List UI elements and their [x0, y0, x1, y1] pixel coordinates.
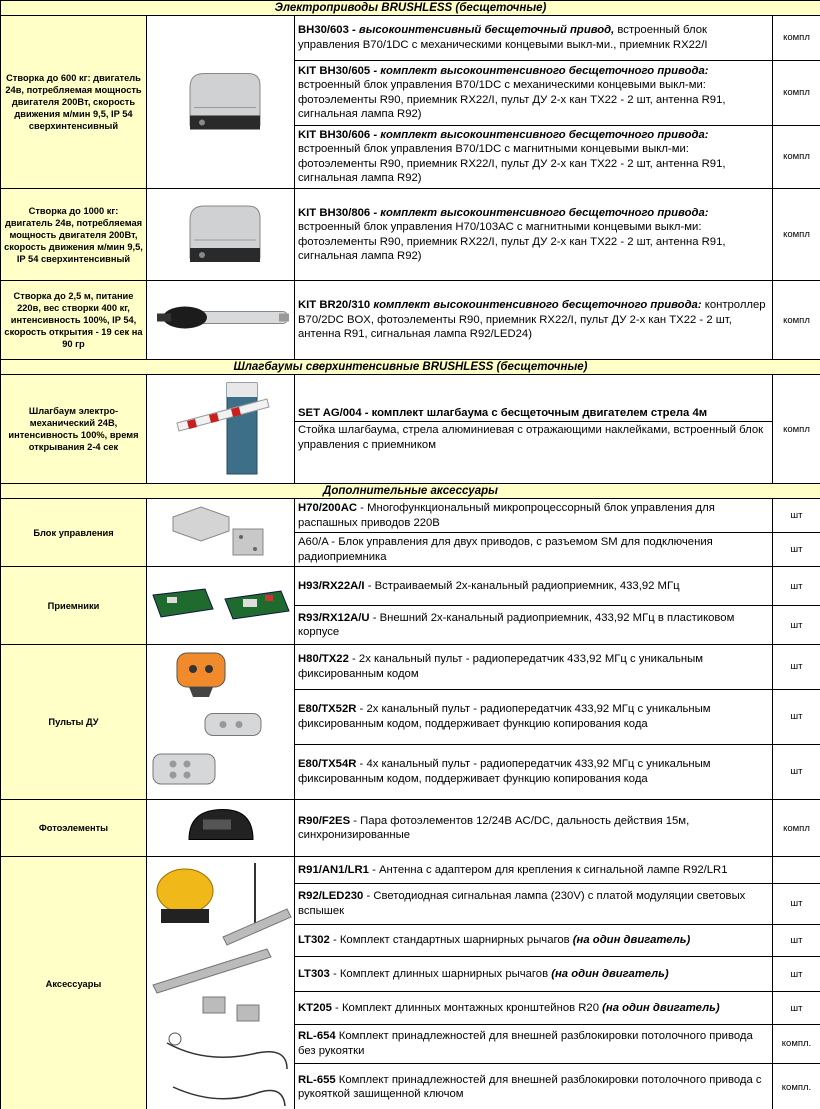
- unit-cell: [773, 857, 820, 884]
- product-code: KIT BH30/606: [298, 128, 371, 141]
- table-row: [1, 857, 820, 884]
- product-description: Стойка шлагбаума, стрела алюминиевая с отражающими наклейками, встроенный блок управления с приемником: [298, 424, 764, 451]
- product-code: LT302: [298, 934, 330, 947]
- product-description: - 2х канальный пульт - радиопередатчик 433,92 МГц с уникальным фиксированным кодом, поддерживает функцию копирования кода: [298, 703, 711, 730]
- remote-control-icon: [147, 645, 294, 799]
- product-title: - высокоинтенсивный бесщеточный привод,: [348, 24, 615, 37]
- group-label: Створка до 1000 кг: двигатель 24в, потребляемая мощность двигателя 200Вт, скорость движения м/мин 9,5, IP 54 сверхинтенсивный: [1, 189, 147, 281]
- section-header: Дополнительные аксессуары: [1, 484, 820, 499]
- product-description: Комплект принадлежностей для внешней разблокировки потолочного привода без рукоятки: [298, 1030, 753, 1057]
- unit-cell: компл: [773, 125, 820, 188]
- product-code: H70/200AC: [298, 502, 358, 514]
- product-code: LT303: [298, 968, 330, 980]
- unit-cell: компл: [773, 60, 820, 125]
- table-row: [1, 499, 820, 533]
- unit-cell: шт: [773, 645, 820, 690]
- product-code: KT205: [298, 1001, 332, 1014]
- group-label: Фотоэлементы: [1, 800, 147, 857]
- unit-cell: компл: [773, 16, 820, 61]
- group-label: Створка до 2,5 м, питание 220в, вес створки 400 кг, интенсивность 100%, IP 54, скорость открытия - 19 сек на 90 гр: [1, 281, 147, 360]
- product-code: R93/RX12A/U: [298, 611, 370, 624]
- product-note: (на один двигатель): [602, 1001, 720, 1014]
- product-description: встроенный блок управления H70/103AC с магнитными концевыми выкл-ми: фотоэлементы R90, приемник RX22/I, пульт ДУ 2-х кан TX22 - 2 шт, антенна R91, сигнальная лампа R92): [298, 221, 726, 262]
- table-row: [1, 375, 820, 484]
- table-row: [1, 567, 820, 606]
- unit-cell: компл: [773, 800, 820, 857]
- group-label: Створка до 600 кг: двигатель 24в, потребляемая мощность двигателя 200Вт, скорость движения м/мин 9,5, IP 54 сверхинтенсивный: [1, 16, 147, 189]
- product-description: - 2х канальный пульт - радиопередатчик 433,92 МГц с уникальным фиксированным кодом: [298, 653, 704, 680]
- product-description: контроллер B70/2DC BOX, фотоэлементы R90, приемник RX22/I, пульт ДУ 2-х кан TX22 - 2 шт, антенна R91, сигнальная лампа R92/LED24): [298, 299, 766, 341]
- product-code: KIT BH30/806: [298, 206, 371, 219]
- unit-cell: шт: [773, 992, 820, 1025]
- product-code: R91/AN1/LR1: [298, 863, 369, 876]
- unit-cell: шт: [773, 883, 820, 924]
- section-header: Шлагбаумы сверхинтенсивные BRUSHLESS (бесщеточные): [1, 360, 820, 375]
- product-description: - Комплект длинных монтажных кронштейнов R20: [331, 1001, 603, 1014]
- product-title: - комплект высокоинтенсивного бесщеточного привода:: [370, 64, 709, 77]
- group-label: Аксессуары: [1, 857, 147, 1109]
- product-code: SET AG/004: [298, 407, 362, 419]
- group-label: Блок управления: [1, 499, 147, 567]
- product-description: - Пара фотоэлементов 12/24В AC/DC, дальность действия 15м, синхронизированные: [298, 814, 690, 841]
- unit-cell: компл.: [773, 1024, 820, 1063]
- table-row: [1, 800, 820, 857]
- product-description: встроенный блок управления B70/1DC с магнитными концевыми выкл-ми: фотоэлементы R90, приемник RX22/I, пульт ДУ 2-х кан TX22 - 2 шт, антенна R91, сигнальная лампа R92): [298, 143, 726, 185]
- receiver-board-icon: [147, 567, 294, 644]
- product-note: (на один двигатель): [572, 934, 691, 947]
- sliding-gate-motor-icon: [147, 16, 294, 188]
- unit-cell: шт: [773, 924, 820, 957]
- control-unit-icon: [147, 499, 294, 566]
- product-note: (на один двигатель): [551, 968, 669, 980]
- unit-cell: шт: [773, 957, 820, 992]
- product-description: встроенный блок управления B70/1DC с механическими концевыми выкл-ми: фотоэлементы R90, приемник RX22/I, пульт ДУ 2-х кан TX22 - 2 шт, антенна R91, сигнальная лампа R92): [298, 79, 726, 121]
- product-description: - 4х канальный пульт - радиопередатчик 433,92 МГц с уникальным фиксированным кодом, поддерживает функцию копирования кода: [298, 758, 711, 785]
- product-description: A60/A - Блок управления для двух приводов, с разъемом SM для подключения радиоприемника: [298, 536, 713, 563]
- product-description: встроенный блок управления B70/1DC с механическими концевыми выкл-ми., приемник RX22/I: [298, 24, 708, 51]
- group-label: Шлагбаум электро-механический 24В, интенсивность 100%, время открывания 2-4 сек: [1, 375, 147, 484]
- product-code: BH30/603: [298, 24, 349, 37]
- product-description: - Комплект длинных шарнирных рычагов: [329, 968, 552, 980]
- product-code: RL-654: [298, 1030, 336, 1043]
- unit-cell: компл: [773, 189, 820, 281]
- group-label: Приемники: [1, 567, 147, 645]
- product-code: RL-655: [298, 1073, 336, 1086]
- product-code: H93/RX22A/I: [298, 579, 365, 592]
- product-description: - Встраиваемый 2х-канальный радиоприемник, 433,92 МГц: [364, 579, 680, 592]
- accessories-icon: [147, 857, 294, 1109]
- product-description: - Комплект стандартных шарнирных рычагов: [329, 934, 573, 947]
- unit-cell: шт: [773, 744, 820, 799]
- product-code: E80/TX54R: [298, 758, 357, 771]
- unit-cell: шт: [773, 567, 820, 606]
- barrier-icon: [147, 375, 294, 483]
- section-header: Электроприводы BRUSHLESS (бесщеточные): [1, 1, 820, 16]
- table-row: [1, 645, 820, 690]
- unit-cell: компл.: [773, 1063, 820, 1109]
- product-code: KIT BH30/605: [298, 64, 371, 77]
- product-code: KIT BR20/310: [298, 299, 371, 312]
- product-description: - Антенна с адаптером для крепления к сигнальной лампе R92/LR1: [368, 863, 728, 876]
- unit-cell: компл: [773, 281, 820, 360]
- swing-gate-actuator-icon: [147, 281, 294, 359]
- product-code: R92/LED230: [298, 890, 364, 903]
- unit-cell: шт: [773, 689, 820, 744]
- table-row: [1, 189, 820, 281]
- product-description: - Многофункциональный микропроцессорный блок управления для распашных приводов 220В: [298, 502, 715, 529]
- product-title: - комплект высокоинтенсивного бесщеточного привода:: [370, 128, 709, 141]
- table-row: [1, 281, 820, 360]
- table-row: [1, 16, 820, 61]
- product-title: - комплект высокоинтенсивного бесщеточного привода:: [370, 206, 709, 219]
- unit-cell: шт: [773, 533, 820, 567]
- product-title: комплект высокоинтенсивного бесщеточного привода:: [370, 299, 702, 312]
- unit-cell: шт: [773, 606, 820, 645]
- sliding-gate-motor-icon: [147, 189, 294, 280]
- unit-cell: шт: [773, 499, 820, 533]
- product-code: H80/TX22: [298, 653, 349, 666]
- product-title: - комплект шлагбаума с бесщеточным двигателем стрела 4м: [361, 407, 708, 419]
- group-label: Пульты ДУ: [1, 645, 147, 800]
- unit-cell: компл: [773, 375, 820, 484]
- product-code: E80/TX52R: [298, 703, 357, 716]
- product-description: - Внешний 2х-канальный радиоприемник, 433,92 МГц в пластиковом корпусе: [298, 611, 735, 638]
- product-description: - Светодиодная сигнальная лампа (230V) с платой модуляции световых вспышек: [298, 890, 746, 917]
- photocell-icon: [147, 800, 294, 856]
- product-description: Комплект принадлежностей для внешней разблокировки потолочного привода с рукояткой зашищенной ключом: [298, 1073, 762, 1101]
- product-code: R90/F2ES: [298, 814, 351, 827]
